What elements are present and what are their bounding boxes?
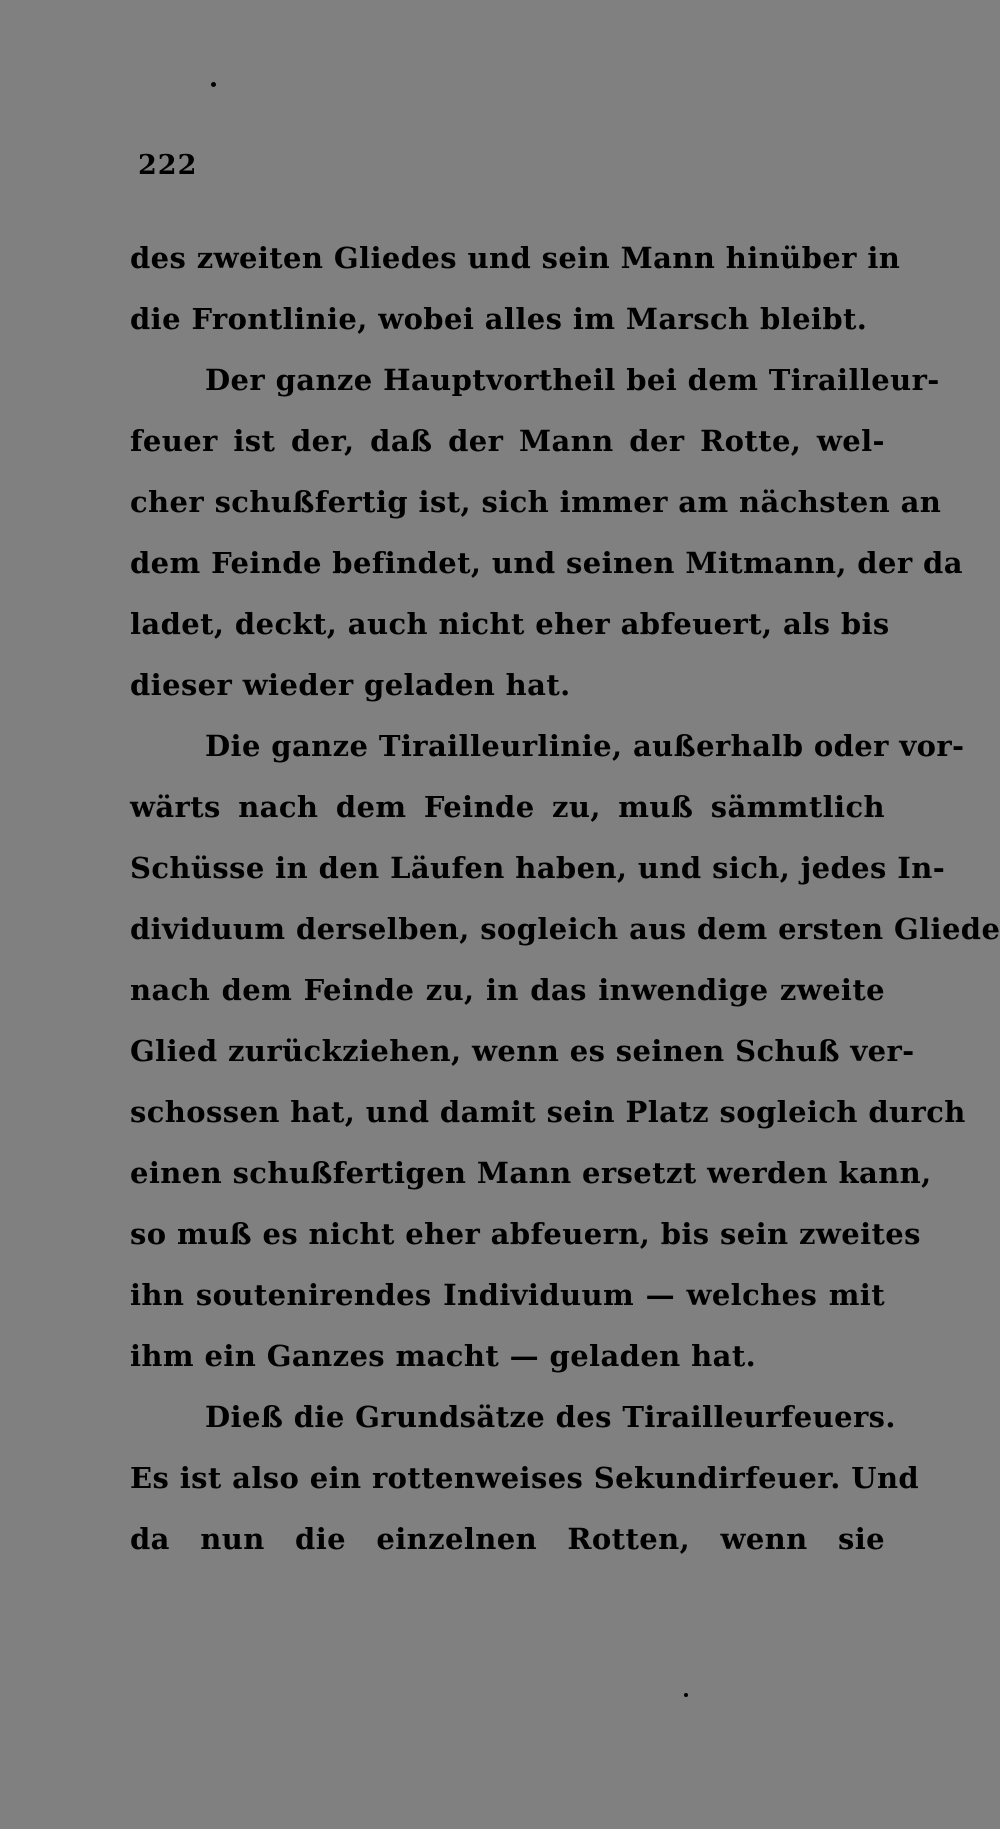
text-line: ihm ein Ganzes macht — geladen hat. — [130, 1339, 757, 1373]
page-number: 222 — [138, 150, 198, 181]
text-line: wärts nach dem Feinde zu, muß sämmtlich — [130, 790, 885, 824]
ink-speck — [684, 1693, 688, 1697]
text-line: nach dem Feinde zu, in das inwendige zweite — [130, 973, 885, 1007]
text-line: dividuum derselben, sogleich aus dem ersten Gliede — [130, 912, 1000, 946]
text-line: Es ist also ein rottenweises Sekundirfeuer. Und — [130, 1461, 920, 1495]
text-line: des zweiten Gliedes und sein Mann hinüber in — [130, 241, 901, 275]
paragraph-first-line: Dieß die Grundsätze des Tirailleurfeuers. — [205, 1400, 896, 1434]
text-line: ihn soutenirendes Individuum — welches mit — [130, 1278, 885, 1312]
text-line: die Frontlinie, wobei alles im Marsch bleibt. — [130, 302, 868, 336]
text-line: dieser wieder geladen hat. — [130, 668, 571, 702]
text-line: feuer ist der, daß der Mann der Rotte, wel- — [130, 424, 885, 458]
paragraph-first-line: Die ganze Tirailleurlinie, außerhalb oder vor- — [205, 729, 965, 763]
ink-speck — [211, 82, 216, 87]
text-line: dem Feinde befindet, und seinen Mitmann, der da — [130, 546, 963, 580]
body-text — [130, 228, 1000, 1570]
text-line: schossen hat, und damit sein Platz sogleich durch — [130, 1095, 966, 1129]
text-line: da nun die einzelnen Rotten, wenn sie — [130, 1522, 885, 1556]
text-line: so muß es nicht eher abfeuern, bis sein zweites — [130, 1217, 921, 1251]
text-line: einen schußfertigen Mann ersetzt werden kann, — [130, 1156, 932, 1190]
text-line: Glied zurückziehen, wenn es seinen Schuß ver- — [130, 1034, 915, 1068]
text-line: ladet, deckt, auch nicht eher abfeuert, als bis — [130, 607, 890, 641]
text-line: cher schußfertig ist, sich immer am nächsten an — [130, 485, 942, 519]
paragraph-first-line: Der ganze Hauptvortheil bei dem Tirailleur- — [205, 363, 940, 397]
text-line: Schüsse in den Läufen haben, und sich, jedes In- — [130, 851, 946, 885]
